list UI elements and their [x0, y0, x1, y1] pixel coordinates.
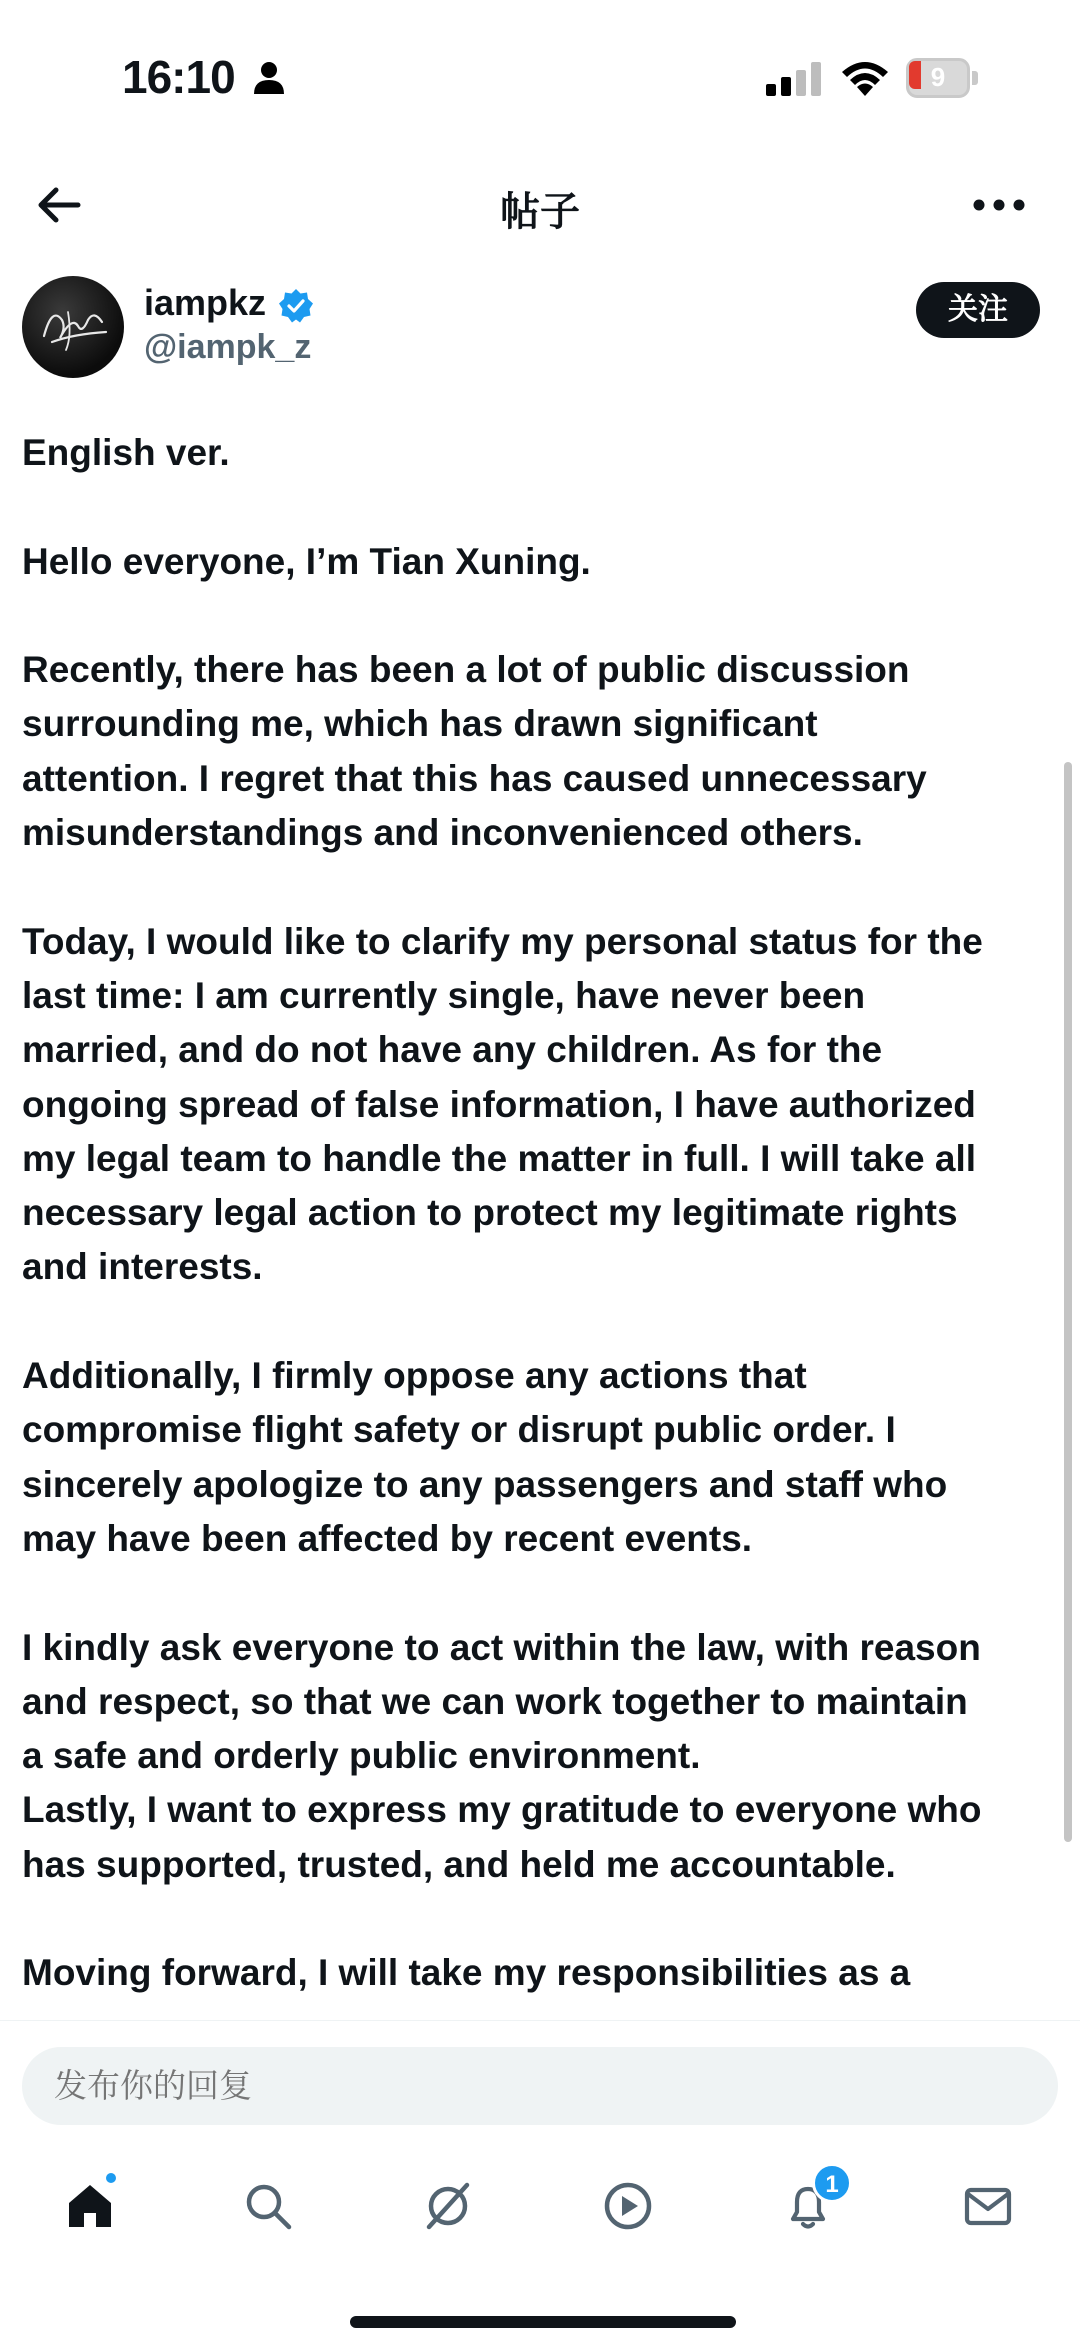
post-line: has supported, trusted, and held me accountable. [22, 1843, 896, 1885]
post-line: surrounding me, which has drawn significant [22, 703, 818, 745]
search-icon [243, 2181, 293, 2231]
home-indicator [350, 2316, 736, 2328]
post-paragraph [22, 643, 1068, 860]
reply-input[interactable] [22, 2047, 1058, 2125]
tab-video[interactable] [578, 2161, 678, 2261]
tab-notifications[interactable] [758, 2161, 858, 2261]
post-line: last time: I am currently single, have never been [22, 974, 866, 1016]
post-paragraph [22, 1349, 1068, 1566]
paragraph-gap [22, 480, 1068, 534]
post-line: Moving forward, I will take my responsibilities as a [22, 1952, 911, 1994]
tab-search[interactable] [218, 2161, 318, 2261]
post-line: attention. I regret that this has caused unnecessary [22, 757, 927, 799]
signature-logo-icon [22, 276, 124, 378]
cellular-signal-icon [766, 62, 822, 96]
post-header [0, 160, 1080, 250]
post-line: sincerely apologize to any passengers and staff who [22, 1463, 948, 1505]
verified-badge-icon [278, 288, 314, 324]
person-icon [252, 60, 286, 94]
paragraph-gap [22, 1566, 1068, 1620]
battery-level: 9 [930, 62, 946, 92]
page-title: 帖子 [500, 190, 580, 234]
avatar[interactable] [22, 276, 124, 378]
mail-icon [963, 2181, 1013, 2231]
post-paragraph [22, 426, 1068, 480]
battery-indicator [906, 58, 978, 98]
post-paragraph [22, 535, 1068, 589]
wifi-icon [840, 58, 890, 98]
post-line: Hello everyone, I’m Tian Xuning. [22, 540, 591, 582]
post-line: and respect, so that we can work together to maintain [22, 1680, 968, 1722]
post-paragraph [22, 1621, 1068, 1892]
post-line: Additionally, I firmly oppose any actions that [22, 1355, 807, 1397]
post-line: and interests. [22, 1246, 263, 1288]
home-icon [65, 2181, 115, 2231]
display-name[interactable]: iampkz [144, 282, 267, 323]
post-paragraph [22, 1946, 1068, 2000]
post-line: may have been affected by recent events. [22, 1517, 753, 1559]
follow-button[interactable]: 关注 [916, 282, 1040, 338]
paragraph-gap [22, 589, 1068, 643]
post-line: a safe and orderly public environment. [22, 1735, 701, 1777]
paragraph-gap [22, 1892, 1068, 1946]
user-handle[interactable]: @iampk_z [144, 328, 312, 366]
post-line: Recently, there has been a lot of public discussion [22, 649, 910, 691]
post-line: English ver. [22, 432, 230, 473]
notification-badge: 1 [812, 2163, 852, 2203]
play-icon [603, 2181, 653, 2231]
scroll-indicator[interactable] [1064, 762, 1072, 1842]
bottom-area [0, 2020, 1080, 2346]
status-bar [0, 0, 1080, 150]
post-line: misunderstandings and inconvenienced others. [22, 812, 863, 854]
post-text [22, 426, 1068, 2001]
author-row [0, 270, 1080, 380]
more-horizontal-icon[interactable] [972, 190, 1026, 220]
paragraph-gap [22, 860, 1068, 914]
post-line: necessary legal action to protect my legitimate rights [22, 1192, 958, 1234]
post-line: married, and do not have any children. As for the [22, 1029, 883, 1071]
tab-bar [0, 2161, 1080, 2261]
post-line: Today, I would like to clarify my personal status for the [22, 920, 983, 962]
status-time: 16:10 [122, 51, 235, 103]
paragraph-gap [22, 1295, 1068, 1349]
grok-icon [423, 2181, 473, 2231]
tab-grok[interactable] [398, 2161, 498, 2261]
post-line: my legal team to handle the matter in full. I will take all [22, 1137, 977, 1179]
post-line: I kindly ask everyone to act within the law, with reason [22, 1626, 981, 1668]
tab-home[interactable] [40, 2161, 140, 2261]
post-paragraph [22, 915, 1068, 1295]
home-unread-dot [104, 2171, 118, 2185]
post-line: ongoing spread of false information, I have authorized [22, 1083, 976, 1125]
post-line: Lastly, I want to express my gratitude to everyone who [22, 1789, 982, 1831]
tab-messages[interactable] [938, 2161, 1038, 2261]
post-line: compromise flight safety or disrupt public order. I [22, 1409, 896, 1451]
